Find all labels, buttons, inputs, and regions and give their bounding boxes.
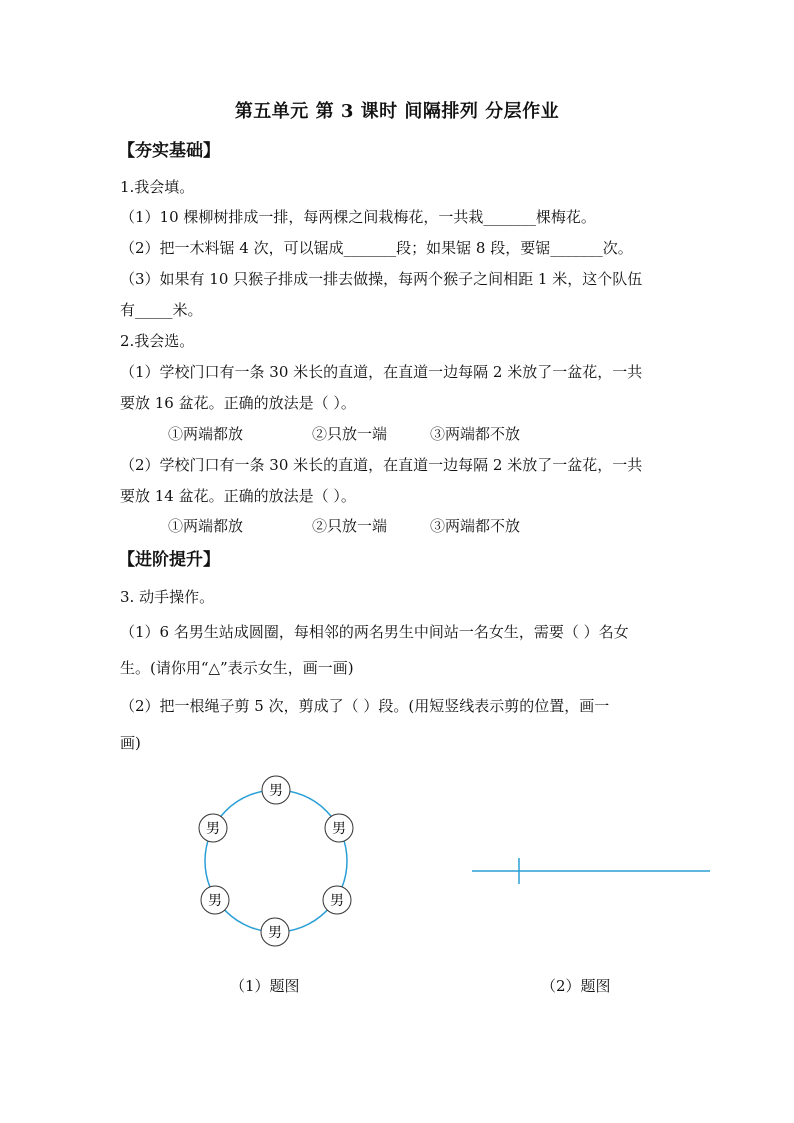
figure-2-rope — [472, 858, 710, 884]
svg-text:男: 男 — [330, 893, 344, 909]
q2-2-option-b: ②只放一端 — [312, 517, 388, 535]
q3-item-2-line1: （2）把一根绳子剪 5 次，剪成了（ ）段。(用短竖线表示剪的位置，画一 — [120, 697, 610, 715]
q2-2-option-a: ①两端都放 — [168, 517, 244, 535]
q1-item-1: （1）10 棵柳树排成一排，每两棵之间栽梅花，一共栽_______棵梅花。 — [120, 208, 596, 226]
q2-item-2-line1: （2）学校门口有一条 30 米长的直道，在直道一边每隔 2 米放了一盆花，一共 — [120, 456, 643, 474]
q3-heading: 3. 动手操作。 — [120, 588, 215, 606]
svg-text:男: 男 — [206, 821, 220, 837]
q2-1-option-b: ②只放一端 — [312, 425, 388, 443]
q2-item-1-line2: 要放 16 盆花。正确的放法是（ ）。 — [120, 394, 356, 412]
boy-marker — [261, 918, 289, 946]
q2-1-option-c: ③两端都不放 — [430, 425, 521, 443]
boy-marker — [323, 886, 351, 914]
boy-marker — [199, 814, 227, 842]
q3-item-2-line2: 画) — [120, 734, 141, 752]
q2-heading: 2.我会选。 — [120, 332, 195, 350]
figure-2-caption: （2）题图 — [541, 977, 611, 995]
q1-item-3-line1: （3）如果有 10 只猴子排成一排去做操，每两个猴子之间相距 1 米，这个队伍 — [120, 270, 643, 288]
section-heading-basic: 【夯实基础】 — [118, 141, 220, 161]
section-heading-advanced: 【进阶提升】 — [118, 550, 220, 570]
q1-item-2: （2）把一木料锯 4 次，可以锯成_______段；如果锯 8 段，要锯_______次。 — [120, 239, 633, 257]
page-title: 第五单元 第 3 课时 间隔排列 分层作业 — [234, 101, 560, 122]
boy-marker — [325, 814, 353, 842]
q3-item-1-line2: 生。(请你用“△”表示女生，画一画) — [120, 659, 354, 677]
boy-marker — [201, 886, 229, 914]
svg-text:男: 男 — [332, 821, 346, 837]
q2-1-option-a: ①两端都放 — [168, 425, 244, 443]
q1-heading: 1.我会填。 — [120, 178, 195, 196]
q2-2-option-c: ③两端都不放 — [430, 517, 521, 535]
q2-item-1-line1: （1）学校门口有一条 30 米长的直道，在直道一边每隔 2 米放了一盆花，一共 — [120, 363, 643, 381]
figure-1-caption: （1）题图 — [230, 977, 300, 995]
q2-item-2-line2: 要放 14 盆花。正确的放法是（ ）。 — [120, 487, 356, 505]
q3-item-1-line1: （1）6 名男生站成圆圈，每相邻的两名男生中间站一名女生，需要（ ）名女 — [120, 623, 629, 641]
svg-text:男: 男 — [208, 893, 222, 909]
ring-circle — [205, 790, 347, 932]
svg-text:男: 男 — [269, 783, 283, 799]
svg-text:男: 男 — [268, 925, 282, 941]
q1-item-3-line2: 有_____米。 — [120, 301, 203, 319]
figure-1-circle — [199, 776, 353, 946]
boy-marker — [262, 776, 290, 804]
